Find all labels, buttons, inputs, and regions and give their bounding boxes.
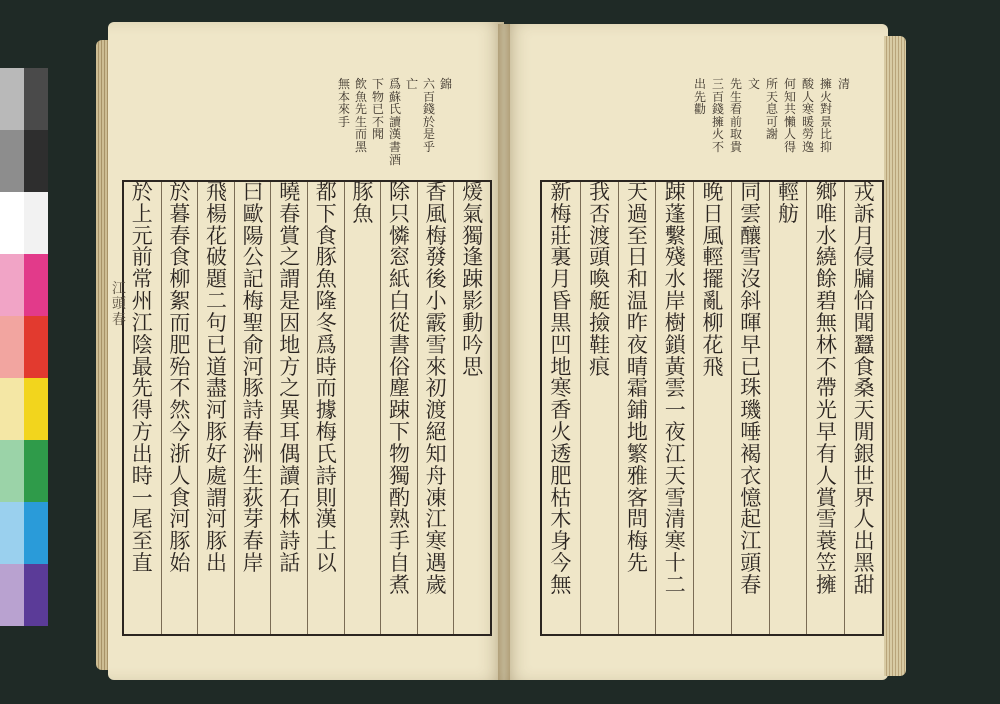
text-column: 於 上 元 前 常 州 江 陰 最 先 得 方 出 時 一 尾 至 直 — [131, 180, 153, 576]
text-column: 同 雲 釀 雪 沒 斜 暉 早 已 珠 璣 唾 褐 衣 憶 起 江 頭 春 — [731, 182, 770, 634]
margin-note: 六 百 錢 於 是 乎 — [423, 77, 436, 154]
margin-note: 何 知 共 懶 人 得 — [784, 77, 797, 154]
text-column: 除 只 憐 窓 紙 白 從 書 俗 塵 踈 下 物 獨 酌 熟 手 自 煮 — [380, 182, 418, 634]
color-swatch — [0, 316, 24, 378]
margin-note: 爲 蘇 氏 讀 漢 書 酒 — [389, 77, 402, 167]
left-text-frame — [122, 180, 492, 636]
margin-note: 出 先 勸 — [694, 77, 707, 117]
right-text-frame — [540, 180, 884, 636]
color-swatch — [0, 254, 24, 316]
book-gutter — [498, 24, 510, 680]
text-column: 新 梅 莊 裏 月 昏 黒 凹 地 寒 香 火 透 肥 枯 木 身 今 無 — [550, 180, 572, 597]
text-column: 豚 魚 — [344, 182, 382, 634]
color-swatch — [24, 192, 48, 254]
color-swatch — [0, 440, 24, 502]
color-swatch — [0, 68, 24, 130]
text-column: 天 過 至 日 和 温 昨 夜 晴 霜 鋪 地 繁 雅 客 問 梅 先 — [618, 182, 657, 634]
margin-note: 錦 — [440, 77, 453, 91]
margin-note: 酸 人 寒 暖 勞 逸 — [802, 77, 815, 154]
color-swatch — [24, 316, 48, 378]
color-swatch — [24, 502, 48, 564]
text-column: 踈 蓬 繫 殘 水 岸 樹 鎖 黃 雲 一 夜 江 天 雪 清 寒 十 二 — [655, 182, 694, 634]
color-calibration-strip — [0, 68, 48, 628]
color-swatch — [0, 378, 24, 440]
margin-note: 下 物 已 不 聞 — [372, 77, 385, 142]
color-swatch — [0, 130, 24, 192]
color-swatch — [24, 378, 48, 440]
text-column: 戎 訴 月 侵 牖 恰 聞 蠶 食 桑 天 閒 銀 世 界 人 出 黑 甜 — [844, 182, 883, 634]
margin-note: 所 天 息 可 謝 — [766, 77, 779, 142]
color-swatch — [24, 564, 48, 626]
margin-note: 清 — [838, 77, 851, 91]
text-column: 於 暮 春 食 柳 絮 而 肥 殆 不 然 今 浙 人 食 河 豚 始 — [161, 182, 199, 634]
color-swatch — [24, 68, 48, 130]
text-column: 晚 日 風 輕 擺 亂 柳 花 飛 — [693, 182, 732, 634]
text-column: 鄉 唯 水 繞 餘 碧 無 林 不 帶 光 早 有 人 賞 雪 蓑 笠 擁 — [806, 182, 845, 634]
text-column: 輕 舫 — [769, 182, 808, 634]
margin-note: 亡 — [406, 77, 419, 91]
text-column: 曉 春 賞 之 謂 是 因 地 方 之 異 耳 偶 讀 石 林 詩 話 — [270, 182, 308, 634]
margin-note: 先 生 看 前 取 貴 — [730, 77, 743, 154]
margin-note: 文 — [748, 77, 761, 91]
color-swatch — [0, 564, 24, 626]
color-swatch — [24, 254, 48, 316]
color-swatch — [24, 440, 48, 502]
text-column: 都 下 食 豚 魚 隆 冬 爲 時 而 據 梅 氏 詩 則 漢 土 以 — [307, 182, 345, 634]
text-column: 煖 氣 獨 逢 踈 影 動 吟 思 — [453, 182, 491, 634]
text-column: 曰 歐 陽 公 記 梅 聖 俞 河 豚 詩 春 洲 生 荻 芽 春 岸 — [234, 182, 272, 634]
color-swatch — [0, 192, 24, 254]
margin-note: 無 本 來 手 — [338, 77, 351, 129]
margin-note: 三 百 錢 擁 火 不 — [712, 77, 725, 154]
margin-note: 擁 火 對 景 比 抑 — [820, 77, 833, 154]
text-column: 香 風 梅 發 後 小 霰 雪 來 初 渡 絕 知 舟 凍 江 寒 遇 歲 — [417, 182, 455, 634]
text-column: 飛 楊 花 破 題 二 句 已 道 盡 河 豚 好 處 謂 河 豚 出 — [197, 182, 235, 634]
text-column: 我 否 渡 頭 喚 艇 撿 鞋 痕 — [580, 182, 619, 634]
color-swatch — [0, 502, 24, 564]
margin-note: 飲 魚 先 生 而 黑 — [355, 77, 368, 154]
right-page-edges — [884, 36, 906, 676]
color-swatch — [24, 130, 48, 192]
left-side-label: 江 頭 春 — [112, 281, 126, 328]
